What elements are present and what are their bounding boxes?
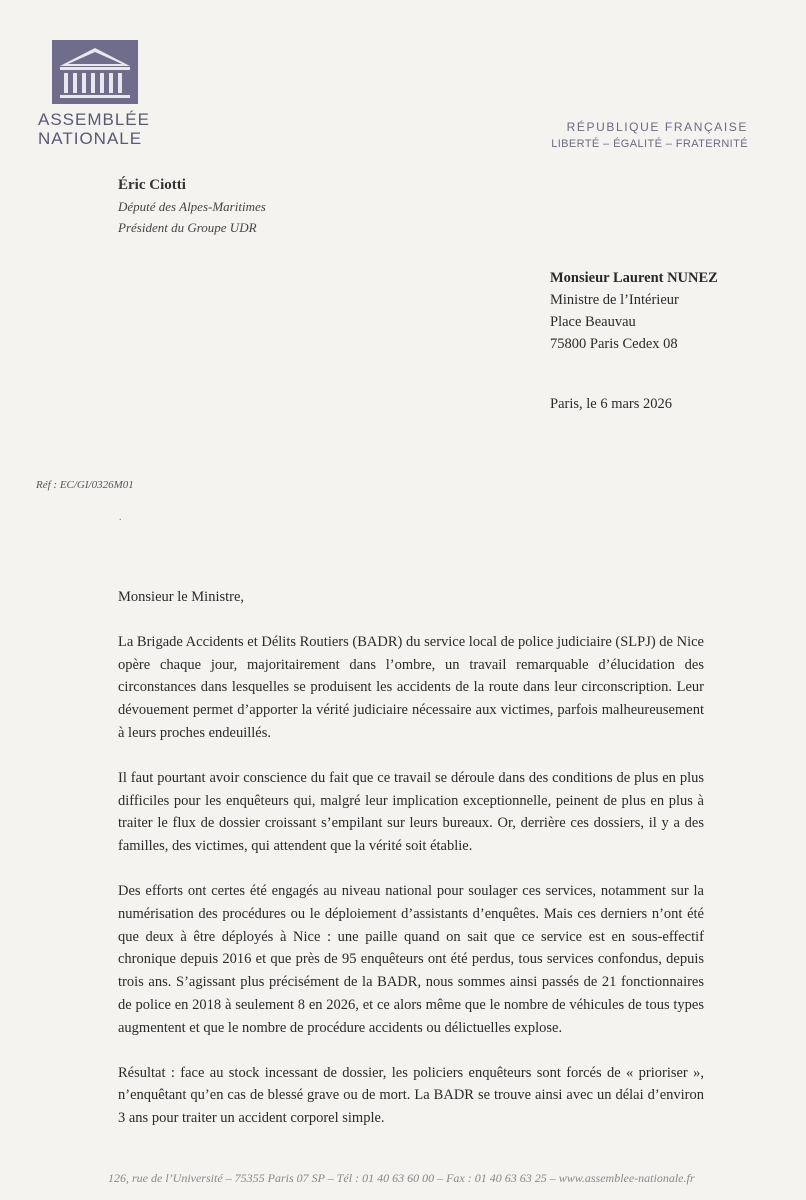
recipient-name: Monsieur Laurent NUNEZ [550, 270, 718, 286]
letter-body [118, 586, 704, 1152]
sender-name: Éric Ciotti [118, 177, 186, 193]
recipient-block [550, 267, 718, 355]
paragraph-3: Des efforts ont certes été engagés au niveau national pour soulager ces services, notamment sur la numérisation des procédures ou le déploiement d’assistants d’enquêtes. Mais ces derniers n’ont été que deux à être déployés à Nice : une paille quand on sait que ce service est en sous-effectif chronique depuis 2016 et que près de 95 enquêteurs ont été perdus, tous services confondus, depuis trois ans. S’agissant plus précisément de la BADR, nous sommes ainsi passés de 21 fonctionnaires de police en 2018 à seulement 8 en 2026, et ce alors même que le nombre de véhicules de tous types augmentent et que le nombre de procédure accidents ou délictuelles explose. [118, 882, 704, 1036]
sender-role-2: Président du Groupe UDR [118, 220, 257, 235]
assemblee-logo [38, 40, 156, 148]
reference-number: Réf : EC/GI/0326M01 [36, 479, 134, 491]
dot-mark: . [119, 512, 122, 523]
palais-bourbon-icon [52, 40, 138, 104]
letter-date: Paris, le 6 mars 2026 [550, 396, 673, 412]
paragraph-1: La Brigade Accidents et Délits Routiers (BADR) du service local de police judiciaire (SLPJ) de Nice opère chaque jour, majoritairement dans l’ombre, un travail remarquable d’élucidation des circonstances dans lesquelles se produisent les accidents de la route dans leur circonscription. Leur dévouement permet d’apporter la vérité judiciaire nécessaire aux victimes, parfois malheureusement à leurs proches endeuillés. [118, 633, 704, 741]
republic-header [551, 120, 748, 150]
salutation: Monsieur le Ministre, [118, 589, 245, 605]
paragraph-4: Résultat : face au stock incessant de dossier, les policiers enquêteurs sont forcés de « prioriser », n’enquêtant qu’en cas de blessé grave ou de mort. La BADR se trouve ainsi avec un délai d’environ 3 ans pour traiter un accident corporel simple. [118, 1064, 704, 1127]
logo-line-2: NATIONALE [38, 129, 143, 148]
recipient-address-2: 75800 Paris Cedex 08 [550, 336, 678, 352]
republic-title: RÉPUBLIQUE FRANÇAISE [566, 120, 748, 134]
footer-address: 126, rue de l’Université – 75355 Paris 07 SP – Tél : 01 40 63 60 00 – Fax : 01 40 63 63 25 – www.assemblee-nationale.fr [108, 1171, 695, 1185]
sender-role-1: Député des Alpes-Maritimes [118, 199, 266, 214]
recipient-address-1: Place Beauvau [550, 314, 636, 330]
sender-block [118, 175, 266, 238]
republic-motto: LIBERTÉ – ÉGALITÉ – FRATERNITÉ [551, 138, 748, 150]
recipient-title: Ministre de l’Intérieur [550, 292, 679, 308]
paragraph-2: Il faut pourtant avoir conscience du fait que ce travail se déroule dans des conditions de plus en plus difficiles pour les enquêteurs qui, malgré leur implication exceptionnelle, peinent de plus en plus à traiter le flux de dossier croissant s’empilant sur leurs bureaux. Or, derrière ces dossiers, il y a des familles, des victimes, qui attendent que la vérité soit établie. [118, 769, 704, 855]
logo-line-1: ASSEMBLÉE [38, 110, 150, 129]
